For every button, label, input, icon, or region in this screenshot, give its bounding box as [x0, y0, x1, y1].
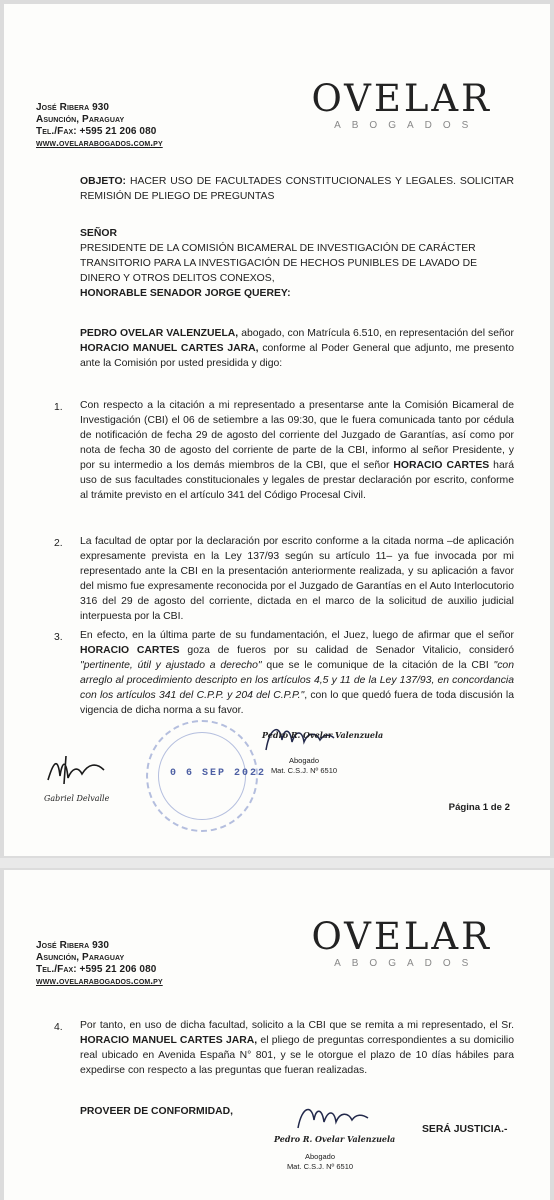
address-phone: Tel./Fax: +595 21 206 080	[36, 126, 157, 137]
logo-brand: OVELAR	[311, 915, 492, 958]
p1-bold: HORACIO CARTES	[393, 460, 490, 471]
document-page-1	[4, 4, 550, 856]
address-website: www.ovelarabogados.com.py	[36, 138, 163, 149]
intro-text-1: abogado, con Matrícula 6.510, en representación del señor	[238, 328, 514, 339]
address-phone: Tel./Fax: +595 21 206 080	[36, 964, 157, 975]
letterhead-address	[36, 940, 163, 988]
address-city: Asunción, Paraguay	[36, 114, 125, 125]
address-website: www.ovelarabogados.com.py	[36, 976, 163, 987]
intro-text-2: conforme al Poder General que adjunto, me presento ante la Comisión por usted presidida y digo:	[80, 343, 514, 369]
sera-justicia: SERÁ JUSTICIA.-	[422, 1124, 508, 1135]
lawyer-title: Abogado	[304, 1152, 336, 1161]
lawyer-signature-scribble	[292, 1102, 372, 1136]
letterhead-address	[36, 102, 163, 150]
paragraph-number-2: 2.	[54, 538, 63, 549]
lawyer-signature-scribble	[260, 720, 340, 760]
address-city: Asunción, Paraguay	[36, 952, 125, 963]
document-page-2	[4, 870, 550, 1200]
p3-italic-1: "pertinente, útil y ajustado a derecho"	[80, 660, 262, 671]
address-street: José Ribera 930	[36, 102, 110, 113]
p3-text-4: , con lo que quedó fuera de toda discusión la vigencia de dicha norma a su favor.	[80, 690, 515, 716]
lawyer-registration: Mat. C.S.J. Nº 6510	[270, 766, 338, 775]
p3-bold: HORACIO CARTES	[80, 645, 180, 656]
intro-name: PEDRO OVELAR VALENZUELA,	[80, 328, 239, 339]
left-signature-name: Gabriel Delvalle	[44, 794, 110, 803]
intro-client: HORACIO MANUEL CARTES JARA,	[80, 343, 259, 354]
lawyer-title: Abogado	[288, 756, 320, 765]
paragraph-1	[80, 398, 514, 503]
lawyer-registration: Mat. C.S.J. Nº 6510	[286, 1162, 354, 1171]
proveer-line: PROVEER DE CONFORMIDAD,	[80, 1106, 233, 1117]
address-street: José Ribera 930	[36, 940, 110, 951]
objeto-block	[80, 174, 514, 204]
p3-text-2: goza de fueros por su calidad de Senador Vitalicio, consideró	[179, 645, 514, 656]
logo-brand: OVELAR	[311, 77, 492, 120]
p1-text-1: Con respecto a la citación a mi representado a presentarse ante la Comisión Bicameral de Investigación (CBI) el 06 de setiembre a las 09:30, que le fuera comunicada tanto por cédula de notificación de fecha 29 de agosto del corriente del Juzgado de Garantías, así como por nota de fecha 30 de agosto del corriente de parte de la CBI, informo al señor Presidente, y por su intermedio a los demás miembros de la CBI, que el señor	[80, 400, 514, 471]
p4-text-2: el pliego de preguntas correspondientes a su domicilio real ubicado en Avenida España N° 801, y se le otorgue el plazo de 10 días hábiles para expedirse con respecto a las preguntas que fueran realizadas.	[80, 1035, 514, 1076]
page-separator	[0, 858, 554, 868]
objeto-text: HACER USO DE FACULTADES CONSTITUCIONALES Y LEGALES. SOLICITAR REMISIÓN DE PLIEGO DE PREGUNTAS	[80, 176, 515, 202]
logo-subtitle: ABOGADOS	[334, 958, 480, 969]
honorable-line: HONORABLE SENADOR JORGE QUEREY:	[80, 288, 291, 299]
firm-logo	[311, 77, 492, 131]
recipient-text: PRESIDENTE DE LA COMISIÓN BICAMERAL DE INVESTIGACIÓN DE CARÁCTER TRANSITORIO PARA LA INVESTIGACIÓN DE HECHOS PUNIBLES DE LAVADO DE DINERO Y OTROS DELITOS CONEXOS,	[80, 243, 478, 284]
p4-text-1: Por tanto, en uso de dicha facultad, solicito a la CBI que se remita a mi representado, el Sr.	[80, 1020, 514, 1031]
paragraph-number-1: 1.	[54, 402, 63, 413]
p3-text-3: que se le comunique de la citación de la CBI	[261, 660, 494, 671]
objeto-label: OBJETO:	[80, 176, 126, 187]
paragraph-3	[80, 628, 514, 718]
paragraph-4	[80, 1018, 514, 1078]
lawyer-signature-name: Pedro R. Ovelar Valenzuela	[262, 730, 384, 740]
stamp-date: 0 6 SEP 2022	[170, 768, 267, 779]
recipient-block	[80, 226, 514, 301]
p2-text: La facultad de optar por la declaración por escrito conforme a la citada norma –de aplicación expresamente prevista en la Ley 137/93 según su artículo 11– ya fue invocada por mi representado ante la CBI en la presentación anteriormente realizada, y su aplicación a favor del mismo fue expresamente reconocida por el Juzgado de Garantías en el Auto Interlocutorio 316 del 29 de agosto del corriente, dictada en el marco de la solicitud de auxilio judicial interpuesta por la CBI.	[80, 536, 514, 622]
p4-bold: HORACIO MANUEL CARTES JARA,	[80, 1035, 258, 1046]
intro-paragraph	[80, 326, 514, 371]
paragraph-number-3: 3.	[54, 632, 63, 643]
left-signature-scribble	[44, 750, 114, 794]
p3-italic-2: "con arreglo al procedimiento descripto en los artículos 4,5 y 11 de la Ley 137/93, en concordancia con los artículos 341 del C.P.P. y 204 del C.P.P."	[80, 660, 514, 701]
p1-text-2: hará uso de sus facultades constitucionales y legales de prestar declaración por escrito, conforme al trámite previsto en el artículo 341 del Código Procesal Civil.	[80, 460, 514, 501]
paragraph-number-4: 4.	[54, 1022, 63, 1033]
lawyer-signature-name: Pedro R. Ovelar Valenzuela	[274, 1134, 396, 1144]
paragraph-2	[80, 534, 514, 624]
senor-label: SEÑOR	[80, 228, 117, 239]
logo-subtitle: ABOGADOS	[334, 120, 480, 131]
page-number: Página 1 de 2	[448, 802, 510, 813]
p3-text-1: En efecto, en la última parte de su fundamentación, el Juez, luego de afirmar que el señor	[80, 630, 514, 641]
firm-logo	[311, 915, 492, 969]
